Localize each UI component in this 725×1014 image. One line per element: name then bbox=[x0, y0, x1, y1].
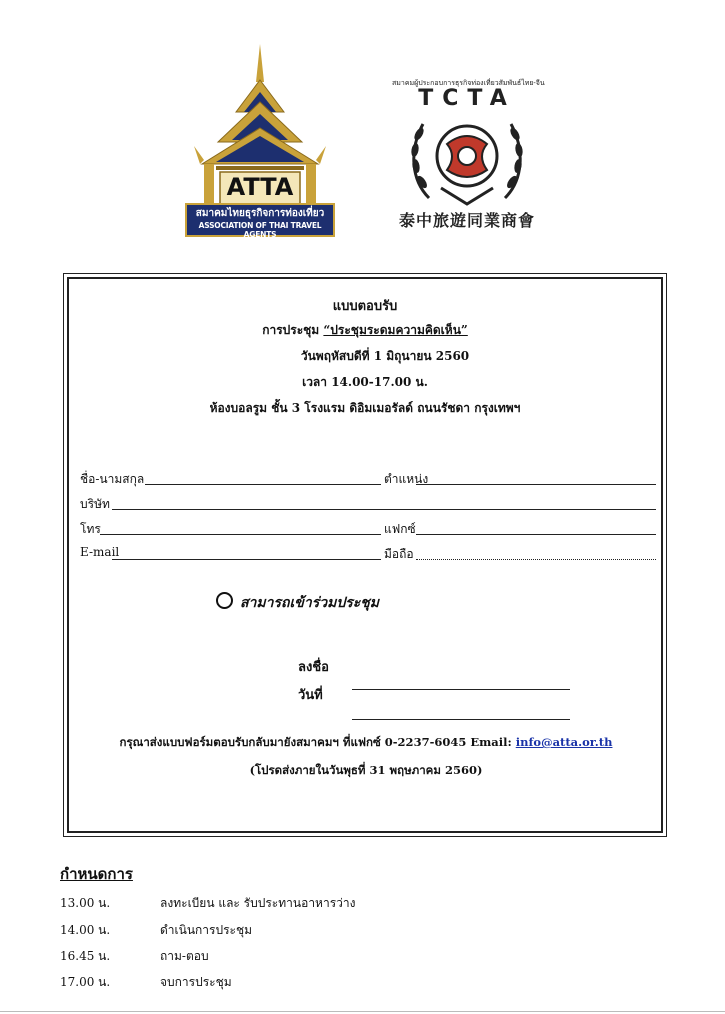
meeting-line bbox=[69, 321, 661, 340]
phone-label: โทร bbox=[80, 522, 101, 536]
position-field[interactable] bbox=[416, 484, 656, 485]
atta-english-name: ASSOCIATION OF THAI TRAVEL AGENTS bbox=[198, 221, 322, 239]
atta-thai-name: สมาคมไทยธุรกิจการท่องเที่ยว bbox=[195, 208, 325, 219]
laurel-wreath-icon bbox=[407, 110, 527, 208]
deadline-note: (โปรดส่งภายในวันพุธที่ 31 พฤษภาคม 2560) bbox=[249, 763, 483, 777]
attend-radio[interactable] bbox=[216, 592, 233, 609]
atta-logo-text: ATTA bbox=[226, 173, 294, 201]
tcta-chinese-name: 泰中旅遊同業商會 bbox=[398, 211, 535, 230]
fax-field[interactable] bbox=[416, 534, 656, 535]
name-field[interactable] bbox=[145, 484, 381, 485]
company-field[interactable] bbox=[112, 509, 656, 510]
schedule-time: 14.00 น. bbox=[60, 923, 111, 937]
mobile-label: มือถือ bbox=[384, 547, 414, 561]
tcta-thai-name: สมาคมผู้ประกอบการธุรกิจท่องเที่ยวสัมพันธ์ไทย-จีน bbox=[392, 79, 545, 87]
schedule-activity: ลงทะเบียน และ รับประทานอาหารว่าง bbox=[160, 896, 356, 910]
fax-label: แฟกซ์ bbox=[384, 522, 416, 536]
company-label: บริษัท bbox=[80, 497, 110, 511]
schedule-activity: จบการประชุม bbox=[160, 975, 232, 989]
return-note bbox=[69, 734, 663, 752]
mobile-field[interactable] bbox=[416, 559, 656, 560]
schedule-title: กำหนดการ bbox=[60, 865, 133, 883]
return-note-text: กรุณาส่งแบบฟอร์มตอบรับกลับมายังสมาคมฯ ที่แฟกซ์ 0-2237-6045 Email: bbox=[119, 735, 512, 749]
meeting-name: “ประชุมระดมความคิดเห็น” bbox=[323, 323, 468, 337]
schedule-time: 13.00 น. bbox=[60, 896, 111, 910]
signature-label: ลงชื่อ bbox=[298, 660, 329, 675]
phone-field[interactable] bbox=[100, 534, 381, 535]
atta-logo bbox=[180, 42, 340, 238]
page-bottom-rule bbox=[0, 1011, 725, 1012]
email-label: E-mail bbox=[80, 545, 120, 559]
meeting-time: เวลา 14.00-17.00 น. bbox=[302, 375, 428, 389]
tcta-logo-text: TCTA bbox=[418, 86, 516, 111]
attend-option-label: สามารถเข้าร่วมประชุม bbox=[240, 595, 379, 611]
schedule-activity: ดำเนินการประชุม bbox=[160, 923, 253, 937]
date-label: วันที่ bbox=[298, 688, 323, 703]
meeting-venue: ห้องบอลรูม ชั้น 3 โรงแรม ดิอิมเมอรัลด์ ถนนรัชดา กรุงเทพฯ bbox=[209, 401, 521, 415]
position-label: ตำแหน่ง bbox=[384, 472, 429, 486]
schedule-time: 17.00 น. bbox=[60, 975, 111, 989]
date-field[interactable] bbox=[352, 719, 570, 720]
meeting-date: วันพฤหัสบดีที่ 1 มิถุนายน 2560 bbox=[300, 349, 470, 363]
tcta-logo bbox=[392, 78, 545, 238]
meeting-prefix: การประชุม bbox=[262, 323, 320, 337]
email-field[interactable] bbox=[112, 559, 381, 560]
form-title: แบบตอบรับ bbox=[332, 299, 398, 314]
schedule-time: 16.45 น. bbox=[60, 949, 111, 963]
schedule-activity: ถาม-ตอบ bbox=[160, 949, 209, 963]
signature-field[interactable] bbox=[352, 689, 570, 690]
name-label: ชื่อ-นามสกุล bbox=[80, 472, 145, 486]
email-link[interactable]: info@atta.or.th bbox=[515, 735, 613, 749]
